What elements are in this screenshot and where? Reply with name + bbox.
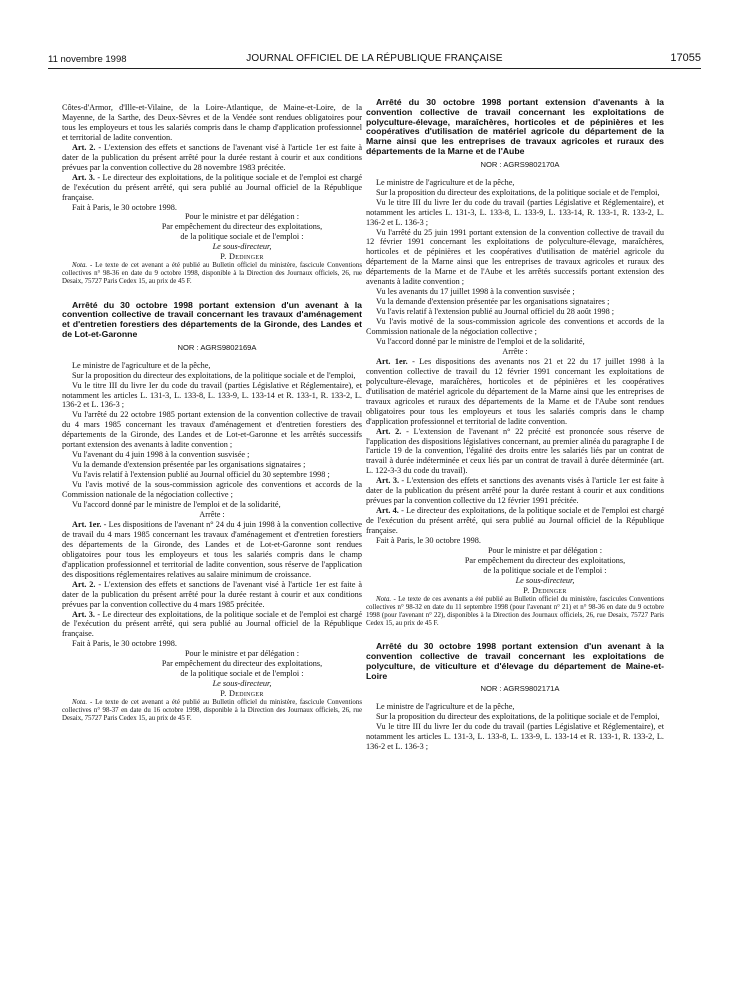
paragraph: Le ministre de l'agriculture et de la pêche, xyxy=(72,360,211,370)
signature-line: de la politique sociale et de l'emploi : xyxy=(180,669,304,679)
signature-line: Pour le ministre et par délégation : xyxy=(184,212,300,222)
paragraph: Vu l'arrêté du 25 juin 1991 portant extension de la convention collective de travail du 12 février 1991 concernant les exploitations de polyculture-élevage, maraîchères, horticoles et de pépinières et les coopératives d'utilisation de matériel agricole du département de la Marne ainsi que les entreprises de travaux agricoles et ruraux des départements de la Marne et de l'Aube et les arrêtés successifs portant extension des avenants à ladite convention ; xyxy=(366,227,664,287)
article-4 xyxy=(366,506,664,536)
decree-title: Arrêté du 30 octobre 1998 portant extension d'un avenant à la convention collective de travail concernant les exploitations de polyculture, de viticulture et d'élevage du département de Maine-et-Loire xyxy=(366,641,664,681)
paragraph: Le ministre de l'agriculture et de la pêche, xyxy=(376,177,515,187)
article-text: - L'extension des effets et sanctions de l'avenant visé à l'article 1er est faite à dater de la publication du présent arrêté pour la durée restant à courir et aux conditions prévues par la convention collective du 4 mars 1985 précitée. xyxy=(62,579,362,609)
article-label: Art. 2. xyxy=(376,426,402,436)
article-1 xyxy=(366,357,664,427)
header-date: 11 novembre 1998 xyxy=(48,54,127,65)
header-page-number: 17055 xyxy=(670,52,701,64)
paragraph: Sur la proposition du directeur des exploitations, de la politique sociale et de l'emploi, xyxy=(72,370,356,380)
signature-line: de la politique sociale et de l'emploi : xyxy=(483,565,607,575)
paragraph: Vu les avenants du 17 juillet 1998 à la convention susvisée ; xyxy=(376,287,575,297)
article-label: Art. 1er. xyxy=(376,356,408,366)
article-3 xyxy=(62,610,362,640)
signature-title: Le sous-directeur, xyxy=(515,575,575,585)
article-text: - Les dispositions des avenants nos 21 et 22 du 17 juillet 1998 à la convention collective de travail du 12 février 1991 concernant les exploitations de polyculture-élevage, maraîchères, horticoles et de pépinières et les coopératives d'utilisation de matériel agricole du département de la Marne ainsi que les entreprises de travaux agricoles et ruraux des départements de la Marne et de l'Aube sont rendues obligatoires pour tous les employeurs et tous les salariés compris dans le champ d'application professionnel et territorial de ladite convention. xyxy=(366,356,664,426)
paragraph: Vu l'avis relatif à l'extension publié au Journal officiel du 30 septembre 1998 ; xyxy=(72,470,330,480)
signature-line: Par empêchement du directeur des exploitations, xyxy=(161,222,323,232)
paragraph: Vu l'arrêté du 22 octobre 1985 portant extension de la convention collective de travail du 4 mars 1985 concernant les travaux d'aménagement et d'entretien forestiers des départements de la Gironde, des Landes et de Lot-et-Garonne et les arrêtés successifs portant extension des avenants à ladite convention ; xyxy=(62,410,362,450)
article-label: Art. 2. xyxy=(72,142,96,152)
paragraph: Vu l'avis motivé de la sous-commission agricole des conventions et accords de la Commission nationale de la négociation collective ; xyxy=(62,480,362,500)
article-2 xyxy=(62,143,362,173)
paragraph: Vu l'accord donné par le ministre de l'emploi et de la solidarité, xyxy=(72,500,281,510)
nota-text: - Le texte de ces avenants a été publié au Bulletin officiel du ministère, fascicules Conventions collectives n° 98-32 en date du 11 septembre 1998 (pour l'avenant n° 21) et n° 98-36 en date du 9 octobre 1998 (pour l'avenant n° 22), disponibles à la Direction des Journaux officiels, 26, rue Desaix, 75727 Paris Cedex 15, au prix de 45 F. xyxy=(366,595,664,628)
arrete-heading: Arrête : xyxy=(199,509,225,519)
article-2 xyxy=(366,427,664,477)
nota-text: - Le texte de cet avenant a été publié au Bulletin officiel du ministère, fascicule Conventions collectives n° 98-36 en date du 9 octobre 1998, disponible à la Direction des Journaux officiels, 26, rue Desaix, 75727 Paris Cedex 15, au prix de 45 F. xyxy=(62,262,362,286)
signature-title: Le sous-directeur, xyxy=(212,242,272,252)
nota-label: Nota. xyxy=(72,699,88,707)
header-rule xyxy=(48,68,701,69)
article-label: Art. 3. xyxy=(72,172,95,182)
nota-label: Nota. xyxy=(72,262,88,270)
paragraph: Vu la demande d'extension présentée par les organisations signataires ; xyxy=(72,460,306,470)
left-column xyxy=(62,103,362,723)
article-text: - Le directeur des exploitations, de la politique sociale et de l'emploi est chargé de l'exécution du présent arrêté, qui sera publié au Journal officiel de la République française. xyxy=(366,506,664,536)
signature-line: de la politique sociale et de l'emploi : xyxy=(180,232,304,242)
paragraph: Vu le titre III du livre Ier du code du travail (parties Législative et Réglementaire), et notamment les articles L. 131-3, L. 133-8, L. 133-9, L. 133-14 et R. 133-1, R. 133-2, L. 136-2 et L. 136-3 ; xyxy=(366,722,664,752)
nota-label: Nota. xyxy=(376,595,392,603)
article-text: - Les dispositions de l'avenant n° 24 du 4 juin 1998 à la convention collective de travail du 4 mars 1985 concernant les travaux d'aménagement et d'entretien forestiers des départements de la Gironde, des Landes et de Lot-et-Garonne sont rendues obligatoires pour tous les employeurs et tous les salariés compris dans le champ d'application professionnel et territorial de ladite convention, sous réserve de l'application des dispositions réglementaires relatives au salaire minimum de croissance. xyxy=(62,519,362,579)
article-text: - Le directeur des exploitations, de la politique sociale et de l'emploi est chargé de l'exécution du présent arrêté, qui sera publié au Journal officiel de la République française. xyxy=(62,609,362,639)
article-text: - Le directeur des exploitations, de la politique sociale et de l'emploi est chargé de l'exécution du présent arrêté, qui sera publié au Journal officiel de la République française. xyxy=(62,172,362,202)
article-text: - L'extension des effets et sanctions des avenants visés à l'article 1er est faite à dater de la publication du présent arrêté pour la durée restant à courir et aux conditions prévues par la convention collective du 12 février 1991 précitée. xyxy=(366,476,664,506)
signature-line: Par empêchement du directeur des exploitations, xyxy=(464,555,626,565)
decree-title: Arrêté du 30 octobre 1998 portant extension d'avenants à la convention collective de travail concernant les exploitations de polyculture-élevage, maraîchères, horticoles et de pépinières et les coopératives d'utilisation de matériel agricole du département de la Marne ainsi que les entreprises de travaux agricoles et ruraux des départements de la Marne et de l'Aube xyxy=(366,97,664,156)
signature-name: P. Dedinger xyxy=(220,689,264,699)
article-label: Art. 3. xyxy=(72,609,95,619)
done-line: Fait à Paris, le 30 octobre 1998. xyxy=(72,639,177,649)
article-3 xyxy=(366,476,664,506)
signature-name: P. Dedinger xyxy=(523,585,567,595)
nota-note xyxy=(62,262,362,286)
signature-line: Pour le ministre et par délégation : xyxy=(184,649,300,659)
done-line: Fait à Paris, le 30 octobre 1998. xyxy=(376,536,481,546)
nor-reference: NOR : AGRS9802170A xyxy=(480,159,560,169)
article-label: Art. 1er. xyxy=(72,519,102,529)
article-3 xyxy=(62,173,362,203)
decree-title: Arrêté du 30 octobre 1998 portant extension d'un avenant à la convention collective de travail concernant les travaux d'aménagement et d'entretien forestiers des départements de la Gironde, des Landes et de Lot-et-Garonne xyxy=(62,299,362,339)
arrete-heading: Arrête : xyxy=(502,346,528,356)
nota-note xyxy=(62,699,362,723)
paragraph: Vu l'avis motivé de la sous-commission agricole des conventions et accords de la Commission nationale de la négociation collective ; xyxy=(366,317,664,337)
intro-paragraph: Côtes-d'Armor, d'Ille-et-Vilaine, de la Loire-Atlantique, de Maine-et-Loire, de la Mayenne, de la Sarthe, des Deux-Sèvres et de la Vendée sont rendues obligatoires pour tous les employeurs et tous les salariés compris dans le champ d'application professionnel et territorial de ladite convention. xyxy=(62,103,362,142)
paragraph: Sur la proposition du directeur des exploitations, de la politique sociale et de l'emploi, xyxy=(376,712,660,722)
right-column xyxy=(366,98,664,752)
paragraph: Vu la demande d'extension présentée par les organisations signataires ; xyxy=(376,297,610,307)
paragraph: Vu l'avenant du 4 juin 1998 à la convention susvisée ; xyxy=(72,450,250,460)
paragraph: Sur la proposition du directeur des exploitations, de la politique sociale et de l'emploi, xyxy=(376,187,660,197)
paragraph: Vu l'accord donné par le ministre de l'emploi et de la solidarité, xyxy=(376,336,585,346)
paragraph: Vu le titre III du livre Ier du code du travail (parties Législative et Réglementaire), et notamment les articles L. 131-3, L. 133-8, L. 133-9, L. 133-14 et R. 133-1, R. 133-2, L. 136-2 et L. 136-3 ; xyxy=(62,380,362,410)
article-label: Art. 2. xyxy=(72,579,96,589)
article-1 xyxy=(62,520,362,580)
signature-title: Le sous-directeur, xyxy=(212,679,272,689)
nota-text: - Le texte de cet avenant a été publié au Bulletin officiel du ministère, fascicule Conventions collectives n° 98-37 en date du 16 octobre 1998, disponible à la Direction des Journaux officiels, 26, rue Desaix, 75727 Paris Cedex 15, au prix de 45 F. xyxy=(62,699,362,723)
nota-note xyxy=(366,596,664,628)
nor-reference: NOR : AGRS9802169A xyxy=(177,342,257,352)
header-title: JOURNAL OFFICIEL DE LA RÉPUBLIQUE FRANÇAISE xyxy=(246,53,503,64)
article-label: Art. 3. xyxy=(376,476,400,486)
done-line: Fait à Paris, le 30 octobre 1998. xyxy=(72,202,177,212)
article-label: Art. 4. xyxy=(376,506,399,516)
signature-line: Par empêchement du directeur des exploitations, xyxy=(161,659,323,669)
page-header xyxy=(48,50,701,68)
article-2 xyxy=(62,580,362,610)
article-text: - L'extension des effets et sanctions de l'avenant visé à l'article 1er est faite à dater de la publication du présent arrêté pour la durée restant à courir et aux conditions prévues par la convention collective du 28 novembre 1983 précitée. xyxy=(62,142,362,172)
article-text: - L'extension de l'avenant n° 22 précité est prononcée sous réserve de l'application des dispositions législatives concernant, au premier alinéa du paragraphe I de l'article 19 de la convention, l'égalité des droits entre les salariés liés par un contrat de travail à durée indéterminée et ceux liés par un contrat de travail à durée déterminée (art. L. 122-3-3 du code du travail). xyxy=(366,426,664,476)
paragraph: Vu le titre III du livre Ier du code du travail (parties Législative et Réglementaire), et notamment les articles L. 131-3, L. 133-8, L. 133-9, L. 133-14, R. 133-1, R. 133-2, L. 136-2 et L. 136-3 ; xyxy=(366,197,664,227)
paragraph: Le ministre de l'agriculture et de la pêche, xyxy=(376,702,515,712)
signature-line: Pour le ministre et par délégation : xyxy=(487,546,603,555)
nor-reference: NOR : AGRS9802171A xyxy=(480,684,560,694)
paragraph: Vu l'avis relatif à l'extension publié au Journal officiel du 28 août 1998 ; xyxy=(376,307,615,317)
signature-name: P. Dedinger xyxy=(220,252,264,262)
